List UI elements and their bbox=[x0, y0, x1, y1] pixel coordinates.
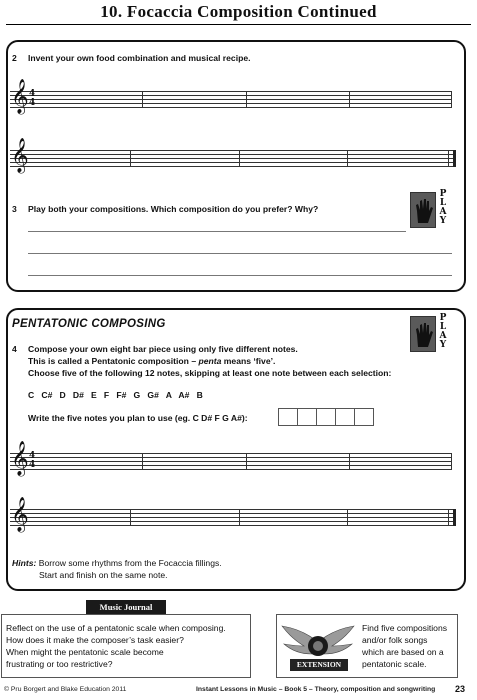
play-label: P L A Y bbox=[439, 189, 447, 226]
hand-icon bbox=[410, 316, 436, 352]
note-box[interactable] bbox=[278, 408, 298, 426]
answer-line-1[interactable] bbox=[28, 231, 406, 232]
treble-clef-icon: 𝄞 bbox=[11, 138, 29, 173]
play-label: P L A Y bbox=[439, 313, 447, 350]
answer-line-3[interactable] bbox=[28, 275, 452, 276]
hand-icon bbox=[410, 192, 436, 228]
note-box[interactable] bbox=[316, 408, 336, 426]
note-choice-boxes[interactable] bbox=[278, 408, 373, 426]
journal-tab: Music Journal bbox=[86, 600, 166, 614]
note-box[interactable] bbox=[354, 408, 374, 426]
question-3-number: 3 bbox=[12, 204, 17, 214]
question-4-line-2: This is called a Pentatonic composition – penta means ‘five’. bbox=[28, 356, 276, 366]
note-list: C C# D D# E F F# G G# A A# B bbox=[28, 390, 203, 400]
question-4-line-1: Compose your own eight bar piece using only five different notes. bbox=[28, 344, 298, 354]
footer-copyright: © Pru Borgert and Blake Education 2011 bbox=[4, 686, 127, 693]
question-2-number: 2 bbox=[12, 53, 17, 63]
time-signature: 4 4 bbox=[29, 451, 36, 470]
music-staff-2[interactable] bbox=[10, 138, 456, 173]
title-rule bbox=[6, 24, 471, 25]
note-box[interactable] bbox=[297, 408, 317, 426]
treble-clef-icon: 𝄞 bbox=[11, 79, 29, 114]
treble-clef-icon: 𝄞 bbox=[11, 441, 29, 476]
journal-text: Reflect on the use of a pentatonic scale when composing. How does it make the composer’s task easier? When might the pentatonic scale become frustrating or too restrictive? bbox=[6, 623, 226, 669]
question-4-number: 4 bbox=[12, 344, 17, 354]
music-staff-3[interactable] bbox=[10, 441, 452, 476]
music-staff-4[interactable] bbox=[10, 497, 456, 532]
page-number: 23 bbox=[455, 684, 466, 694]
question-2-text: Invent your own food combination and musical recipe. bbox=[28, 53, 251, 63]
question-4-line-3: Choose five of the following 12 notes, skipping at least one note between each selection: bbox=[28, 368, 392, 378]
footer-book-title: Instant Lessons in Music – Book 5 – Theory, composition and songwriting bbox=[196, 686, 436, 693]
note-choice-prompt: Write the five notes you plan to use (eg. C D# F G A#): bbox=[28, 413, 248, 423]
time-signature: 4 4 bbox=[29, 89, 36, 108]
treble-clef-icon: 𝄞 bbox=[11, 497, 29, 532]
note-box[interactable] bbox=[335, 408, 355, 426]
answer-line-2[interactable] bbox=[28, 253, 452, 254]
section-heading: PENTATONIC COMPOSING bbox=[12, 318, 166, 330]
hints-line-2: Start and finish on the same note. bbox=[39, 570, 168, 580]
page-title: 10. Focaccia Composition Continued bbox=[100, 2, 377, 21]
hints: Hints: Borrow some rhythms from the Focaccia fillings. bbox=[12, 558, 222, 568]
music-staff-1[interactable] bbox=[10, 79, 452, 114]
question-3-text: Play both your compositions. Which composition do you prefer? Why? bbox=[28, 204, 319, 214]
extension-text: Find five compositions and/or folk songs which are based on a pentatonic scale. bbox=[362, 623, 448, 669]
extension-label: EXTENSION bbox=[290, 659, 348, 671]
